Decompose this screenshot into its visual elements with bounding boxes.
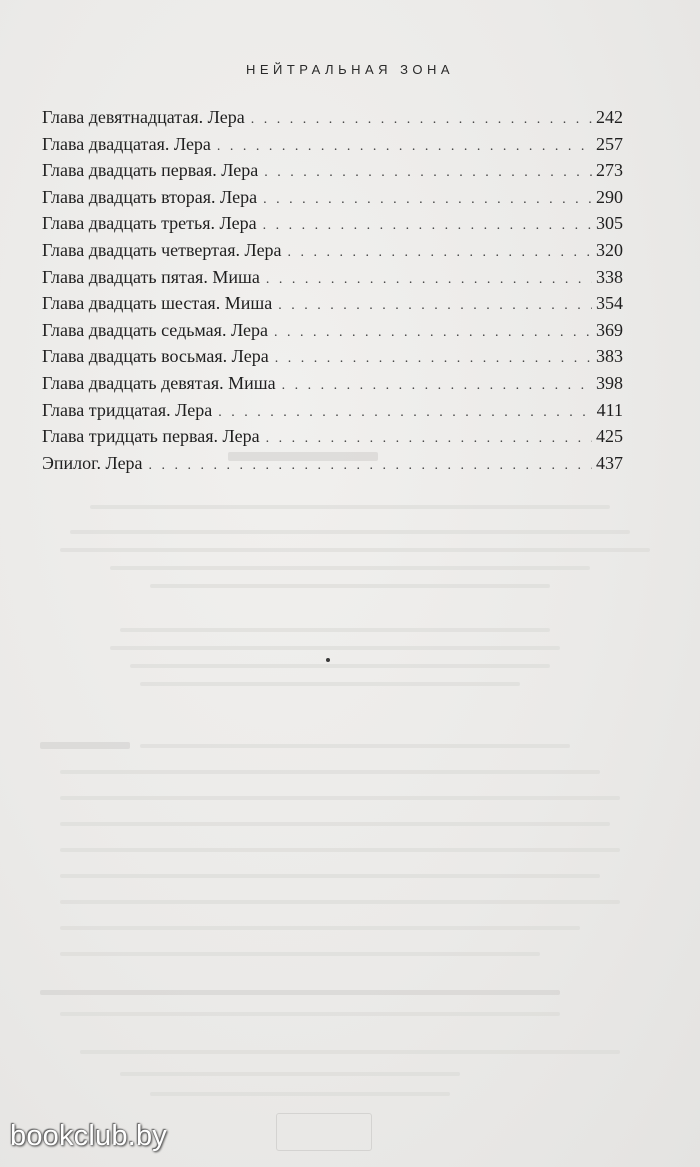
toc-entry-title: Глава двадцать шестая. Миша bbox=[42, 293, 273, 314]
toc-entry-page-number: 320 bbox=[596, 239, 623, 260]
ink-dot bbox=[326, 658, 330, 662]
show-through-line bbox=[110, 566, 590, 570]
toc-entry-title: Глава двадцать девятая. Миша bbox=[42, 372, 276, 393]
toc-entry-page-number: 338 bbox=[596, 266, 623, 287]
show-through-line bbox=[120, 1072, 460, 1076]
show-through-line bbox=[60, 770, 600, 774]
toc-entry-title: Глава двадцать восьмая. Лера bbox=[42, 346, 269, 367]
toc-dot-leader bbox=[266, 267, 592, 294]
toc-dot-leader bbox=[251, 107, 592, 134]
toc-dot-leader bbox=[263, 213, 592, 240]
show-through-line bbox=[40, 990, 560, 995]
show-through-line bbox=[70, 530, 630, 534]
toc-entry bbox=[42, 290, 623, 317]
toc-entry-page-number: 383 bbox=[596, 346, 623, 367]
toc-dot-leader bbox=[282, 373, 592, 400]
show-through-line bbox=[150, 1092, 450, 1096]
toc-entry-title: Глава двадцатая. Лера bbox=[42, 133, 211, 154]
toc-entry-page-number: 437 bbox=[596, 452, 623, 473]
toc-entry bbox=[42, 343, 623, 370]
show-through-line bbox=[60, 926, 580, 930]
toc-entry bbox=[42, 131, 623, 158]
toc-dot-leader bbox=[218, 400, 592, 427]
toc-dot-leader bbox=[275, 346, 592, 373]
toc-entry-page-number: 411 bbox=[596, 399, 623, 420]
show-through-line bbox=[140, 744, 570, 748]
show-through-line bbox=[60, 1012, 560, 1016]
toc-entry bbox=[42, 104, 623, 131]
toc-entry bbox=[42, 237, 623, 264]
show-through-line bbox=[130, 664, 550, 668]
toc-entry-title: Глава двадцать третья. Лера bbox=[42, 213, 257, 234]
show-through-line bbox=[60, 548, 650, 552]
toc-entry bbox=[42, 184, 623, 211]
toc-entry-title: Глава тридцатая. Лера bbox=[42, 399, 213, 420]
watermark: bookclub.by bbox=[10, 1120, 167, 1152]
show-through-line bbox=[60, 848, 620, 852]
toc-entry-page-number: 369 bbox=[596, 319, 623, 340]
toc-dot-leader bbox=[278, 293, 592, 320]
show-through-line bbox=[150, 584, 550, 588]
toc-entry bbox=[42, 397, 623, 424]
show-through-line bbox=[140, 682, 520, 686]
toc-entry bbox=[42, 317, 623, 344]
toc-entry-page-number: 398 bbox=[596, 372, 623, 393]
toc-entry-title: Глава двадцать первая. Лера bbox=[42, 160, 259, 181]
toc-entry-title: Глава двадцать вторая. Лера bbox=[42, 186, 258, 207]
running-head: НЕЙТРАЛЬНАЯ ЗОНА bbox=[245, 62, 455, 77]
toc-entry bbox=[42, 264, 623, 291]
toc-entry-page-number: 257 bbox=[596, 133, 623, 154]
show-through-line bbox=[80, 1050, 620, 1054]
toc-entry-page-number: 354 bbox=[596, 293, 623, 314]
show-through-line bbox=[60, 900, 620, 904]
toc-entry-title: Эпилог. Лера bbox=[42, 452, 143, 473]
toc-dot-leader bbox=[149, 453, 592, 480]
show-through-line bbox=[60, 822, 610, 826]
toc-entry bbox=[42, 423, 623, 450]
show-through-line bbox=[110, 646, 560, 650]
toc-entry-page-number: 273 bbox=[596, 160, 623, 181]
table-of-contents bbox=[42, 104, 623, 476]
toc-entry-page-number: 425 bbox=[596, 426, 623, 447]
toc-entry-page-number: 305 bbox=[596, 213, 623, 234]
toc-dot-leader bbox=[263, 187, 592, 214]
show-through-line bbox=[60, 952, 540, 956]
toc-entry-title: Глава тридцать первая. Лера bbox=[42, 426, 260, 447]
toc-dot-leader bbox=[266, 426, 592, 453]
toc-entry-title: Глава двадцать четвертая. Лера bbox=[42, 239, 282, 260]
show-through-line bbox=[120, 628, 550, 632]
toc-dot-leader bbox=[288, 240, 592, 267]
toc-dot-leader bbox=[274, 320, 592, 347]
show-through-line bbox=[90, 505, 610, 509]
toc-entry bbox=[42, 450, 623, 477]
toc-entry-title: Глава двадцать седьмая. Лера bbox=[42, 319, 269, 340]
show-through-line bbox=[40, 742, 130, 749]
toc-entry-title: Глава двадцать пятая. Миша bbox=[42, 266, 260, 287]
toc-entry-page-number: 290 bbox=[596, 186, 623, 207]
toc-dot-leader bbox=[217, 134, 592, 161]
toc-entry bbox=[42, 210, 623, 237]
toc-entry-title: Глава девятнадцатая. Лера bbox=[42, 107, 245, 127]
toc-dot-leader bbox=[264, 160, 592, 187]
toc-entry bbox=[42, 157, 623, 184]
toc-entry-page-number: 242 bbox=[596, 107, 623, 127]
show-through-line bbox=[60, 796, 620, 800]
show-through-frame bbox=[276, 1113, 372, 1151]
show-through-line bbox=[60, 874, 600, 878]
toc-entry bbox=[42, 370, 623, 397]
